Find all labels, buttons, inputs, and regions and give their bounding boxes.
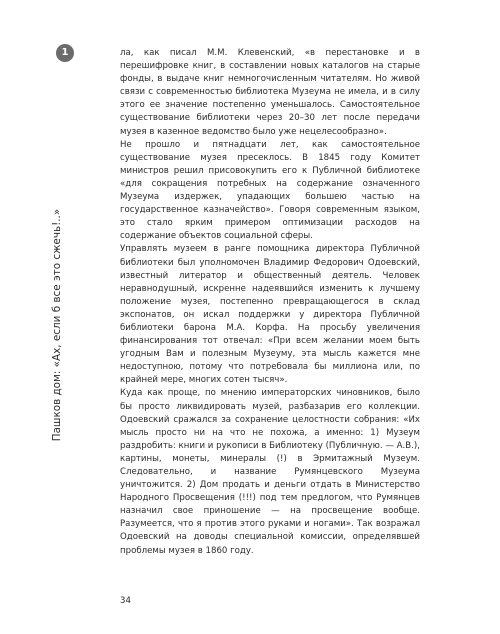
paragraph-4: Куда как проще, по мнению императорских чиновников, было бы просто ликвидировать музей, разбазарив его коллекции. Одоевский сражался за сохранение целостности собрания: «Их мысль просто ни на что не похожа, а именно: 1) Музеум раздробить: книги и рукописи в Библиотеку (Публичную. — А.В.), картины, монеты, минералы (!) в Эрмитажный Музеум. Следовательно, и название Румянцевского Музеума уничтожится. 2) Дом продать и деньги отдать в Министерство Народного Просвещения (!!!) под тем предлогом, что Румянцев назначил свое приношение — на просвещение вообще. Разумеется, что я против этого руками и ногами». Так возражал Одоевский на доводы специальной комиссии, определявшей проблемы музея в 1860 году. xyxy=(120,388,420,556)
paragraph-3: Управлять музеем в ранге помощника директора Публичной библиотеки был уполномочен Владимир Федорович Одоевский, известный литератор и общественный деятель. Человек неравнодушный, искренне надеявшийся изменить к лучшему положение музея, постепенно превращающегося в склад экспонатов, он искал поддержки у директора Публичной библиотеки барона М.А. Корфа. На просьбу увеличения финансирования тот отвечал: «При всем желании моем быть угодным Вам и полезным Музеуму, эта мысль кажется мне недоступною, потому что потребовала бы миллиона или, по крайней мере, многих сотен тысяч». xyxy=(120,244,420,386)
running-head: Пашков дом: «Ах, если б все это сжечь!..» xyxy=(51,208,63,442)
text-column xyxy=(120,47,420,558)
chapter-number-badge: 1 xyxy=(56,44,74,62)
paragraph-1: ла, как писал М.М. Клевенский, «в перестановке и в перешифровке книг, в составлении новых каталогов на старые фонды, в выдаче книг немногочисленным читателям. Но живой связи с современностью библиотека Музеума не имела, и в силу этого ее значение постепенно уменьшалось. Самостоятельное существование библиотеки через 20–30 лет после передачи музея в казенное ведомство было уже нецелесообразно». xyxy=(120,48,420,137)
paragraph-2: Не прошло и пятнадцати лет, как самостоятельное существование музея пресеклось. В 1845 году Комитет министров решил присовокупить его к Публичной библиотеке «для сокращения потребных на содержание означенного Музеума издержек, упадающих большею частью на государственное казначейство». Говоря современным языком, это стало ярким примером оптимизации расходов на содержание объектов социальной сферы. xyxy=(120,139,420,242)
page-number: 34 xyxy=(120,596,131,606)
